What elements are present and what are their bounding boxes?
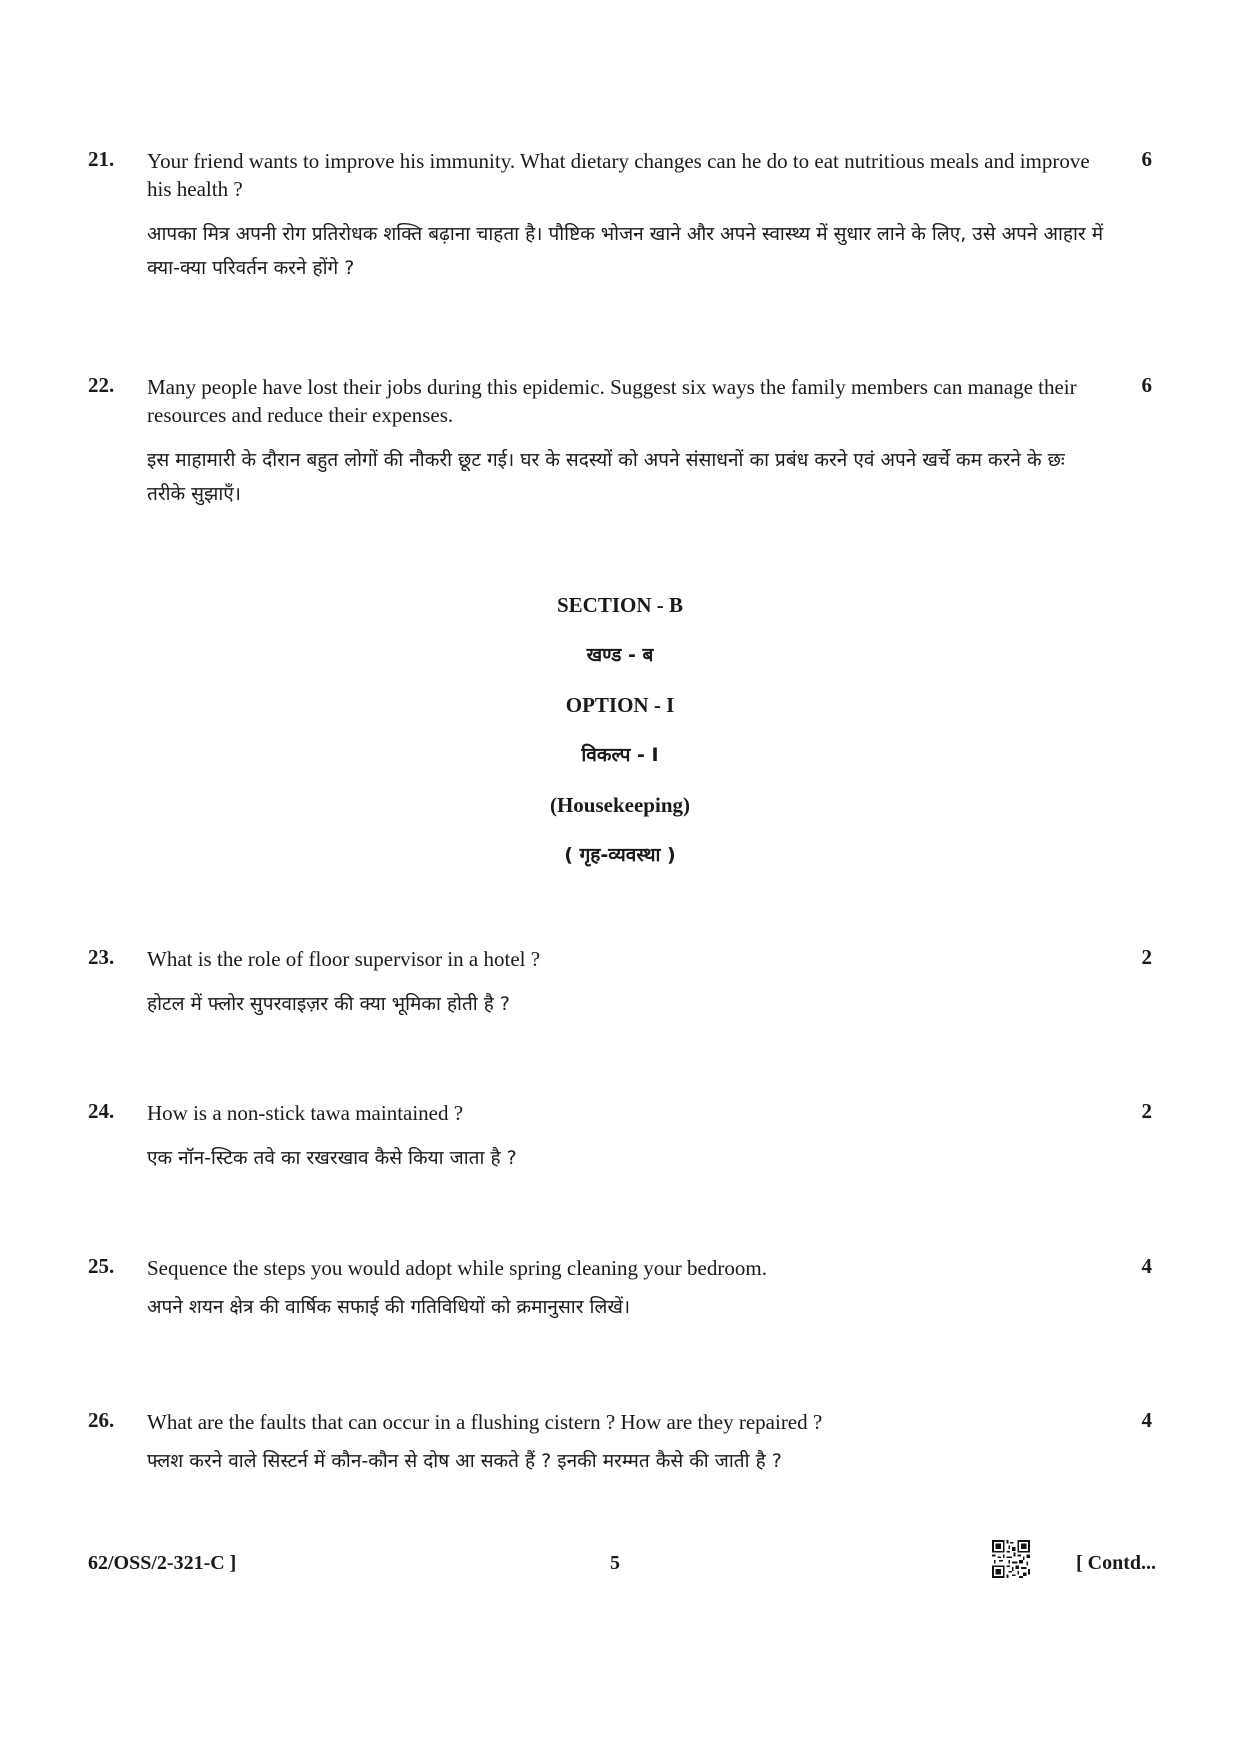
question-text-hindi: होटल में फ्लोर सुपरवाइज़र की क्या भूमिका होती है ? <box>147 993 510 1015</box>
question-body <box>147 945 1107 1021</box>
section-heading <box>0 590 1240 890</box>
question-body <box>147 1254 1107 1324</box>
question-number: 23. <box>88 945 115 969</box>
question-number: 22. <box>88 373 115 397</box>
section-title-english: SECTION - B <box>556 593 684 617</box>
question-body <box>147 1408 1107 1478</box>
question-text-english: Sequence the steps you would adopt while spring cleaning your bedroom. <box>147 1256 767 1280</box>
question-number: 21. <box>88 147 115 171</box>
page-footer <box>88 1540 1156 1580</box>
qr-code-icon <box>992 1540 1030 1578</box>
question-text-hindi: अपने शयन क्षेत्र की वार्षिक सफाई की गतिविधियों को क्रमानुसार लिखें। <box>147 1296 631 1318</box>
question-body <box>147 373 1107 511</box>
question-number: 26. <box>88 1408 115 1432</box>
question-text-english: Your friend wants to improve his immunity. What dietary changes can he do to eat nutritious meals and improve his health ? <box>147 149 1090 201</box>
subject-title-hindi: ( गृह-व्यवस्था ) <box>564 844 676 866</box>
question-marks: 2 <box>1141 1099 1152 1123</box>
question-body <box>147 147 1107 285</box>
subject-title-english: (Housekeeping) <box>549 793 690 817</box>
page-number: 5 <box>610 1552 620 1574</box>
question-number: 25. <box>88 1254 115 1278</box>
question-marks: 2 <box>1141 945 1152 969</box>
paper-code: 62/OSS/2-321-C ] <box>88 1552 237 1574</box>
question-text-english: What is the role of floor supervisor in a hotel ? <box>147 947 541 971</box>
question-text-hindi: इस माहामारी के दौरान बहुत लोगों की नौकरी छूट गई। घर के सदस्यों को अपने संसाधनों का प्रबंध करने एवं अपने खर्चे कम करने के छः तरीके सुझाएँ। <box>147 449 1065 505</box>
section-title-hindi: खण्ड - ब <box>586 644 654 666</box>
question-text-hindi: आपका मित्र अपनी रोग प्रतिरोधक शक्ति बढ़ाना चाहता है। पौष्टिक भोजन खाने और अपने स्वास्थ्य में सुधार लाने के लिए, उसे अपने आहार में क्या-क्या परिवर्तन करने होंगे ? <box>147 223 1104 279</box>
question-text-english: What are the faults that can occur in a flushing cistern ? How are they repaired ? <box>147 1410 823 1434</box>
option-title-hindi: विकल्प - I <box>581 744 659 766</box>
question-text-english: Many people have lost their jobs during this epidemic. Suggest six ways the family members can manage their resources and reduce their expenses. <box>147 375 1077 427</box>
question-text-hindi: फ्लश करने वाले सिस्टर्न में कौन-कौन से दोष आ सकते हैं ? इनकी मरम्मत कैसे की जाती है ? <box>147 1450 782 1472</box>
question-body <box>147 1099 1107 1175</box>
continued-label: [ Contd... <box>1075 1552 1156 1574</box>
question-text-english: How is a non-stick tawa maintained ? <box>147 1101 464 1125</box>
question-text-hindi: एक नॉन-स्टिक तवे का रखरखाव कैसे किया जाता है ? <box>147 1147 517 1169</box>
question-number: 24. <box>88 1099 115 1123</box>
question-marks: 6 <box>1141 373 1152 397</box>
question-marks: 4 <box>1141 1408 1152 1432</box>
question-marks: 4 <box>1141 1254 1152 1278</box>
option-title-english: OPTION - I <box>565 693 675 717</box>
question-marks: 6 <box>1141 147 1152 171</box>
